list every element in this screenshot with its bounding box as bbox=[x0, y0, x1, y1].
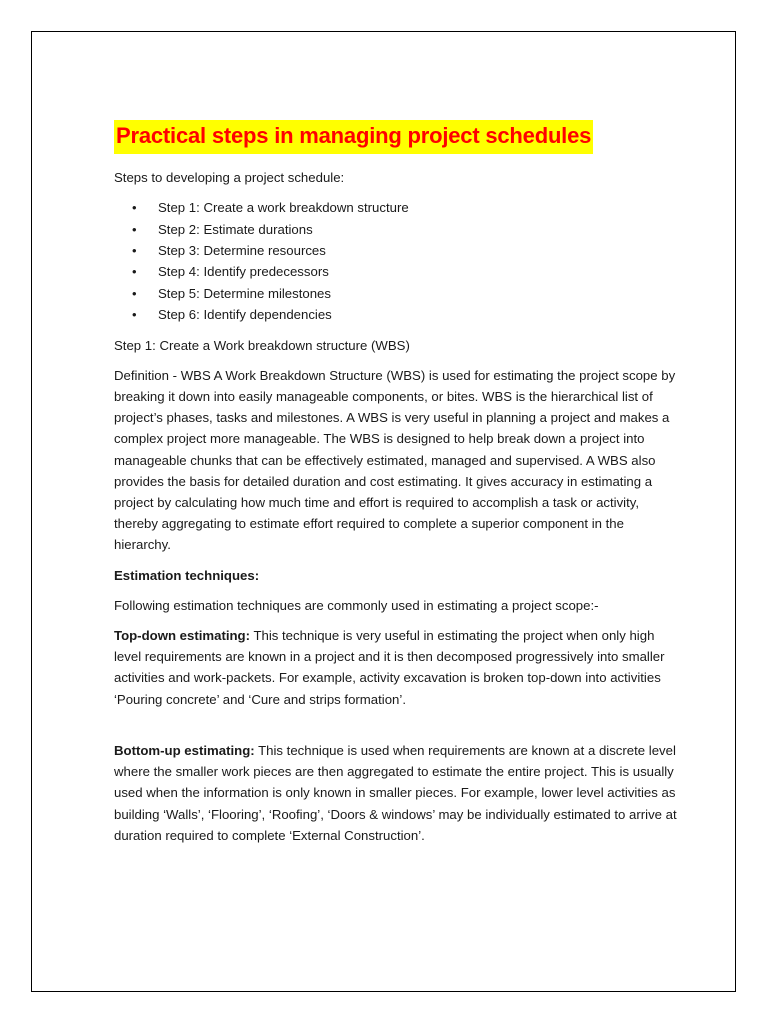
topdown-label: Top-down estimating: bbox=[114, 628, 251, 644]
page-title: Practical steps in managing project schedules bbox=[114, 120, 593, 154]
list-item bbox=[114, 240, 684, 261]
steps-list bbox=[114, 197, 684, 325]
step-label: Step 6: bbox=[158, 307, 200, 323]
bottomup-label: Bottom-up estimating: bbox=[114, 742, 255, 758]
bullet-icon: • bbox=[132, 285, 137, 301]
bullet-icon: • bbox=[132, 221, 137, 237]
step-text: Identify predecessors bbox=[199, 264, 329, 280]
list-item bbox=[114, 261, 684, 282]
bottomup-text: This technique is used when requirements are known at a discrete level where the smaller work pieces are then aggregated to estimate the entire project. This is usually used when the information is only known in smaller pieces. For example, lower level activities as building ‘Walls’, ‘Flooring’, ‘Roofing’, ‘Doors & windows’ may be individually estimated to arrive at duration required to complete ‘External Construction’. bbox=[114, 742, 677, 843]
bullet-icon: • bbox=[132, 264, 137, 280]
step-text: Determine resources bbox=[199, 243, 326, 259]
document-content bbox=[114, 120, 684, 846]
list-item bbox=[114, 197, 684, 218]
step-label: Step 3: bbox=[158, 243, 200, 259]
step-text: Estimate durations bbox=[199, 221, 313, 237]
estimation-heading: Estimation techniques: bbox=[114, 567, 260, 583]
topdown-text: This technique is very useful in estimating the project when only high level requirements are known in a project and it is then decomposed progressively into smaller activities and work-packets. For example, activity excavation is broken top-down into activities ‘Pouring concrete’ and ‘Cure and strips formation’. bbox=[114, 628, 665, 707]
step1-heading: Step 1: Create a Work breakdown structure (WBS) bbox=[114, 337, 410, 353]
step-text: Identify dependencies bbox=[199, 307, 332, 323]
list-item bbox=[114, 304, 684, 325]
step-label: Step 2: bbox=[158, 221, 200, 237]
bullet-icon: • bbox=[132, 200, 137, 216]
document-page bbox=[31, 31, 736, 992]
step-label: Step 4: bbox=[158, 264, 200, 280]
step-text: Determine milestones bbox=[199, 285, 331, 301]
step-label: Step 5: bbox=[158, 285, 200, 301]
list-item bbox=[114, 219, 684, 240]
topdown-paragraph bbox=[114, 625, 684, 710]
bullet-icon: • bbox=[132, 307, 137, 323]
bottomup-paragraph bbox=[114, 740, 684, 846]
list-item bbox=[114, 283, 684, 304]
steps-intro: Steps to developing a project schedule: bbox=[114, 170, 345, 185]
wbs-definition: Definition - WBS A Work Breakdown Structure (WBS) is used for estimating the project scope by breaking it down into easily manageable components, or bites. WBS is the hierarchical list of project’s phases, tasks and milestones. A WBS is very useful in planning a project and makes a complex project more manageable. The WBS is designed to help break down a project into manageable chunks that can be effectively estimated, managed and supervised. A WBS also provides the basis for detailed duration and cost estimating. It gives accuracy in estimating a project by calculating how much time and effort is required to accomplish a task or activity, thereby aggregating to estimate effort required to complete a superior component in the hierarchy. bbox=[114, 367, 676, 553]
bullet-icon: • bbox=[132, 243, 137, 259]
step-text: Create a work breakdown structure bbox=[199, 200, 409, 216]
estimation-intro: Following estimation techniques are commonly used in estimating a project scope:- bbox=[114, 597, 599, 613]
step-label: Step 1: bbox=[158, 200, 200, 216]
